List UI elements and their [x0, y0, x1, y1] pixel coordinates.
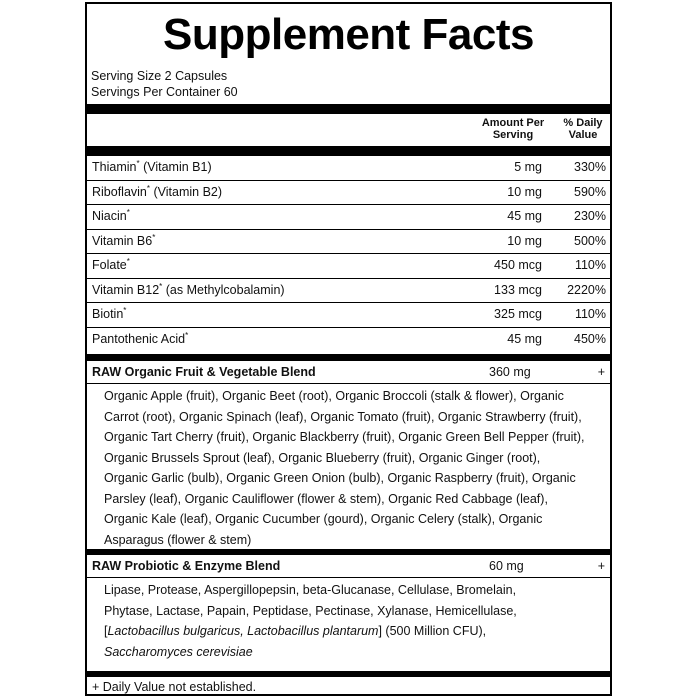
blend-row [87, 361, 610, 383]
footnote-mark: * [159, 281, 163, 291]
header-amount-line2: Serving [492, 129, 534, 141]
nutrient-row [87, 181, 610, 206]
footnote-mark: * [152, 232, 156, 242]
nutrient-name-text: Niacin [92, 209, 127, 223]
nutrient-row [87, 279, 610, 304]
nutrient-amount: 45 mg [507, 209, 542, 223]
nutrient-name [92, 160, 212, 174]
nutrient-name [92, 332, 188, 346]
nutrient-row [87, 230, 610, 255]
blend-amount: 60 mg [489, 559, 524, 573]
blend-daily-value: + [597, 559, 605, 573]
supplement-facts-panel [85, 2, 612, 696]
thick-divider [87, 104, 610, 114]
thick-divider [87, 146, 610, 156]
header-dv-line1: % Daily [563, 117, 603, 129]
nutrient-daily-value: 590% [574, 184, 606, 199]
ingredient-line: Phytase, Lactase, Papain, Peptidase, Pectinase, Xylanase, Hemicellulase, [104, 603, 517, 618]
ingredient-line: Organic Apple (fruit), Organic Beet (root), Organic Broccoli (stalk & flower), Organic [104, 389, 564, 403]
probiotic-strains: Lactobacillus bulgaricus, Lactobacillus plantarum [107, 624, 379, 638]
nutrient-row [87, 303, 610, 328]
nutrient-row [87, 254, 610, 279]
ingredient-line: Organic Tart Cherry (fruit), Organic Blackberry (fruit), Organic Green Bell Pepper (fruit), [104, 430, 585, 444]
header-dv-line2: Value [568, 129, 598, 141]
amount-per-serving-header [465, 117, 561, 141]
blend-row [87, 555, 610, 577]
footnote-mark: * [126, 207, 130, 217]
nutrient-name-suffix: (as Methylcobalamin) [162, 282, 285, 297]
ingredient-line: Organic Kale (leaf), Organic Cucumber (gourd), Organic Celery (stalk), Organic [104, 512, 543, 526]
ingredient-line: Carrot (root), Organic Spinach (leaf), Organic Tomato (fruit), Organic Strawberry (fruit), [104, 409, 582, 424]
nutrient-name [92, 283, 285, 297]
thick-divider [87, 354, 610, 361]
thick-divider [87, 671, 610, 677]
nutrient-daily-value: 230% [574, 209, 606, 223]
yeast-strain: Saccharomyces cerevisiae [104, 644, 253, 659]
ingredient-line: Parsley (leaf), Organic Cauliflower (flower & stem), Organic Red Cabbage (leaf), [104, 491, 548, 506]
nutrient-name-text: Vitamin B12 [92, 282, 160, 297]
thin-divider [87, 577, 610, 578]
ingredient-line [104, 621, 610, 642]
bracket-open: [ [104, 624, 108, 638]
nutrient-amount: 325 mcg [494, 307, 542, 321]
daily-value-header [555, 117, 611, 141]
nutrient-amount: 450 mcg [494, 258, 542, 272]
footnote-mark: * [123, 305, 127, 315]
nutrient-daily-value: 450% [574, 331, 606, 346]
blend-name: RAW Organic Fruit & Vegetable Blend [92, 365, 316, 379]
nutrient-name [92, 258, 130, 272]
footnote-mark: * [185, 330, 189, 340]
ingredient-line: Asparagus (flower & stem) [104, 532, 252, 547]
nutrient-name-text: Vitamin B6 [92, 233, 153, 248]
panel-title: Supplement Facts [163, 10, 534, 59]
nutrient-name-text: Folate [92, 258, 127, 272]
footnote-mark: * [126, 256, 130, 266]
nutrient-amount: 133 mcg [494, 282, 542, 297]
nutrient-name-suffix: (Vitamin B2) [150, 184, 223, 199]
nutrient-name-suffix: (Vitamin B1) [139, 160, 212, 174]
servings-per-container: Servings Per Container 60 [91, 85, 238, 99]
footnote-mark: * [146, 183, 151, 193]
probiotic-cfu: ] (500 Million CFU), [378, 624, 487, 638]
ingredient-line: Lipase, Protease, Aspergillopepsin, beta-Glucanase, Cellulase, Bromelain, [104, 583, 517, 597]
nutrient-name-text: Biotin [92, 307, 124, 321]
blend-daily-value: + [597, 365, 605, 379]
serving-info [91, 68, 238, 100]
nutrient-amount: 45 mg [507, 331, 542, 346]
footnote-mark: * [136, 158, 140, 168]
nutrient-name [92, 307, 126, 321]
nutrient-amount: 10 mg [507, 233, 542, 248]
blend-amount: 360 mg [489, 365, 531, 379]
ingredient-line [104, 642, 610, 663]
ingredient-line: Organic Brussels Sprout (leaf), Organic Blueberry (fruit), Organic Ginger (root), [104, 450, 541, 465]
nutrient-daily-value: 500% [574, 233, 606, 248]
footnote: + Daily Value not established. [92, 680, 257, 694]
nutrient-amount: 10 mg [507, 184, 542, 199]
nutrient-daily-value: 110% [574, 258, 606, 272]
nutrient-name-text: Riboflavin [92, 184, 147, 199]
nutrient-name-text: Thiamin [92, 160, 137, 174]
nutrient-daily-value: 110% [574, 307, 606, 321]
blend-ingredients [104, 386, 610, 550]
nutrient-row [87, 205, 610, 230]
nutrient-name [92, 185, 222, 199]
nutrient-amount: 5 mg [514, 160, 542, 174]
nutrient-name [92, 209, 130, 223]
header-amount-line1: Amount Per [481, 117, 545, 129]
ingredient-line: Organic Garlic (bulb), Organic Green Onion (bulb), Organic Raspberry (fruit), Organic [104, 471, 576, 485]
nutrient-row [87, 328, 610, 353]
blend-name: RAW Probiotic & Enzyme Blend [92, 559, 281, 573]
thin-divider [87, 383, 610, 384]
nutrient-daily-value: 2220% [567, 282, 606, 297]
nutrient-daily-value: 330% [574, 160, 606, 174]
nutrient-name-text: Pantothenic Acid [92, 331, 186, 346]
nutrient-row [87, 156, 610, 181]
serving-size: Serving Size 2 Capsules [91, 69, 228, 83]
nutrient-name [92, 234, 155, 248]
blend-ingredients [104, 580, 610, 662]
